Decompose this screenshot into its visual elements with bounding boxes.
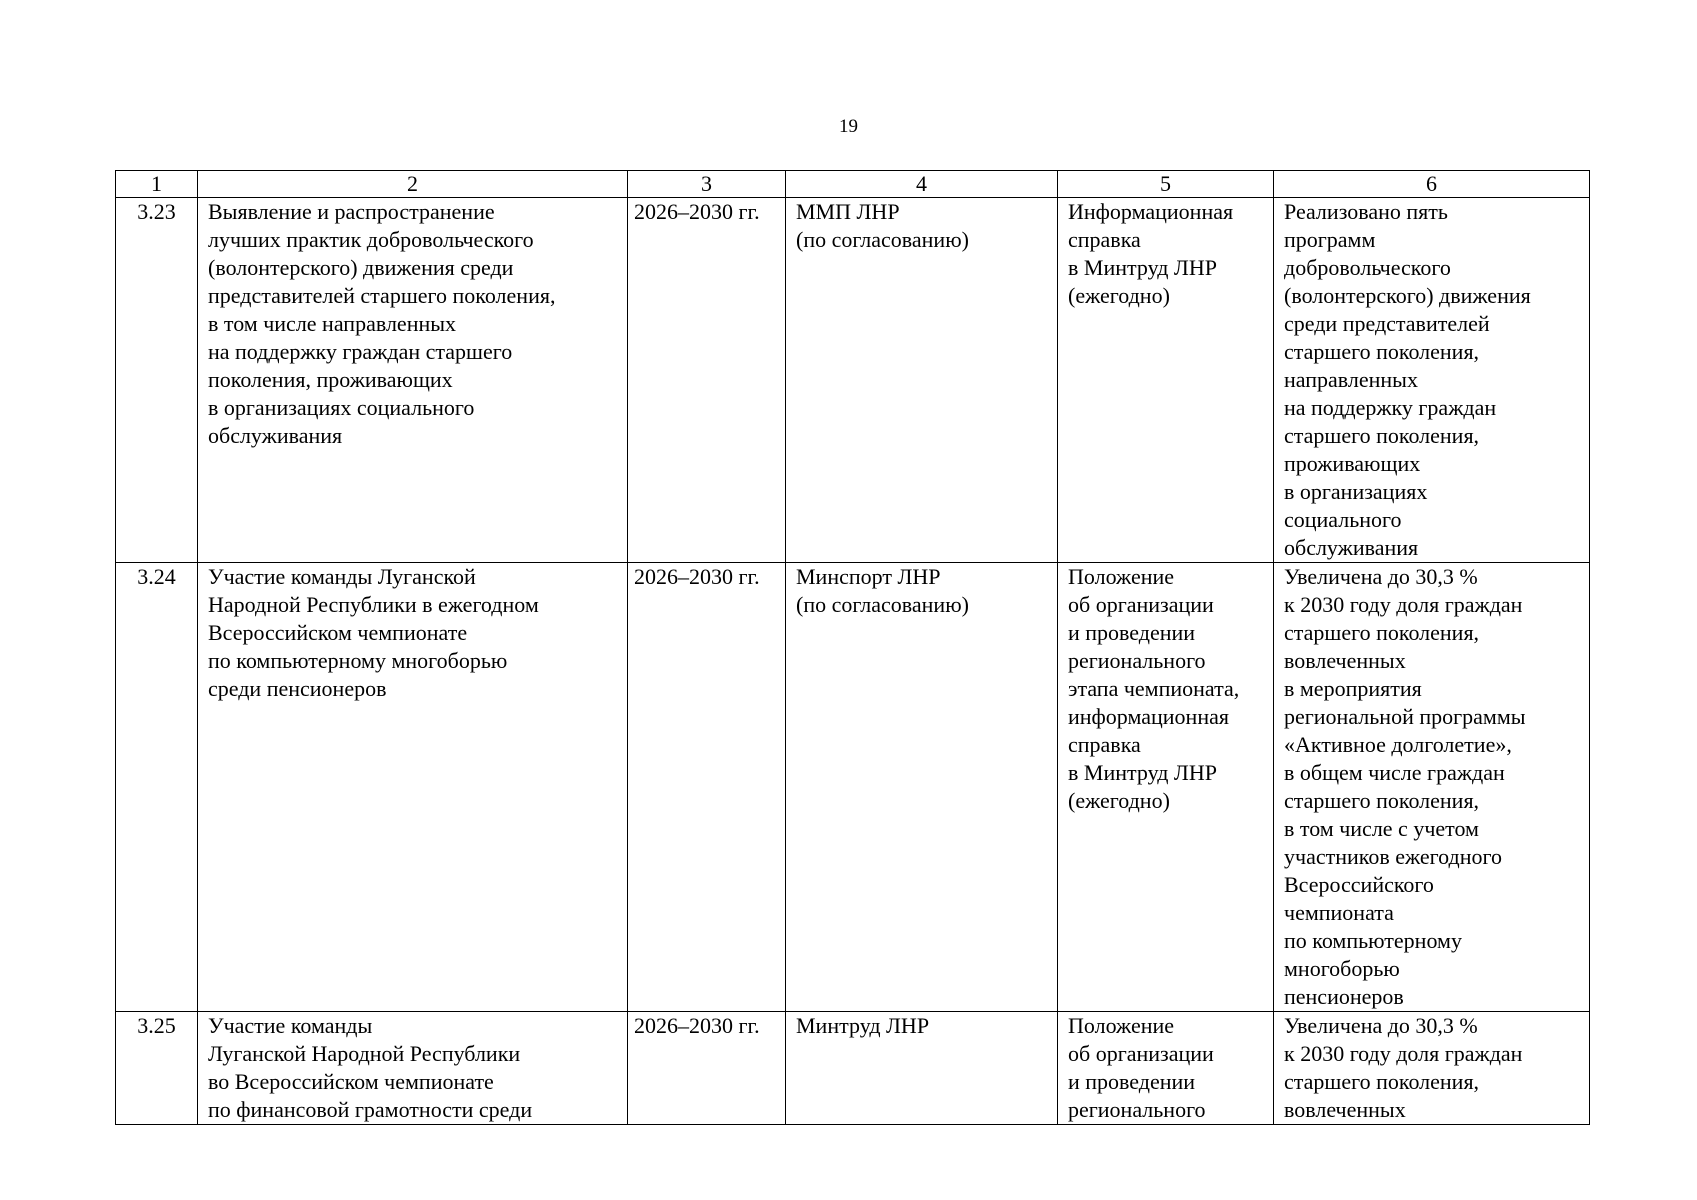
- executor-cell: ММП ЛНР (по согласованию): [786, 198, 1058, 563]
- table-header-row: [116, 171, 1590, 198]
- item-number-cell: 3.23: [116, 198, 198, 563]
- column-header: 4: [786, 171, 1058, 198]
- item-number-cell: 3.25: [116, 1012, 198, 1125]
- period-cell: 2026–2030 гг.: [628, 1012, 786, 1125]
- report-cell: Положение об организации и проведении регионального этапа чемпионата, информационная справка в Минтруд ЛНР (ежегодно): [1058, 563, 1274, 1012]
- item-number-cell: 3.24: [116, 563, 198, 1012]
- result-cell: Реализовано пять программ добровольческого (волонтерского) движения среди представителей старшего поколения, направленных на поддержку граждан старшего поколения, проживающих в организациях социального обслуживания: [1274, 198, 1590, 563]
- page-number: 19: [839, 116, 858, 137]
- action-plan-table: [115, 170, 1590, 1125]
- action-cell: Участие команды Луганской Народной Республики во Всероссийском чемпионате по финансовой грамотности среди: [198, 1012, 628, 1125]
- result-cell: Увеличена до 30,3 % к 2030 году доля граждан старшего поколения, вовлеченных в мероприятия региональной программы «Активное долголетие», в общем числе граждан старшего поколения, в том числе с учетом участников ежегодного Всероссийского чемпионата по компьютерному многоборью пенсионеров: [1274, 563, 1590, 1012]
- column-header: 1: [116, 171, 198, 198]
- table-row: [116, 563, 1590, 1012]
- result-cell: Увеличена до 30,3 % к 2030 году доля граждан старшего поколения, вовлеченных: [1274, 1012, 1590, 1125]
- table-row: [116, 1012, 1590, 1125]
- column-header: 2: [198, 171, 628, 198]
- column-header: 6: [1274, 171, 1590, 198]
- column-header: 5: [1058, 171, 1274, 198]
- table-row: [116, 198, 1590, 563]
- action-cell: Выявление и распространение лучших практик добровольческого (волонтерского) движения среди представителей старшего поколения, в том числе направленных на поддержку граждан старшего поколения, проживающих в организациях социального обслуживания: [198, 198, 628, 563]
- period-cell: 2026–2030 гг.: [628, 563, 786, 1012]
- column-header: 3: [628, 171, 786, 198]
- report-cell: Положение об организации и проведении регионального: [1058, 1012, 1274, 1125]
- executor-cell: Минтруд ЛНР: [786, 1012, 1058, 1125]
- executor-cell: Минспорт ЛНР (по согласованию): [786, 563, 1058, 1012]
- period-cell: 2026–2030 гг.: [628, 198, 786, 563]
- action-cell: Участие команды Луганской Народной Республики в ежегодном Всероссийском чемпионате по компьютерному многоборью среди пенсионеров: [198, 563, 628, 1012]
- report-cell: Информационная справка в Минтруд ЛНР (ежегодно): [1058, 198, 1274, 563]
